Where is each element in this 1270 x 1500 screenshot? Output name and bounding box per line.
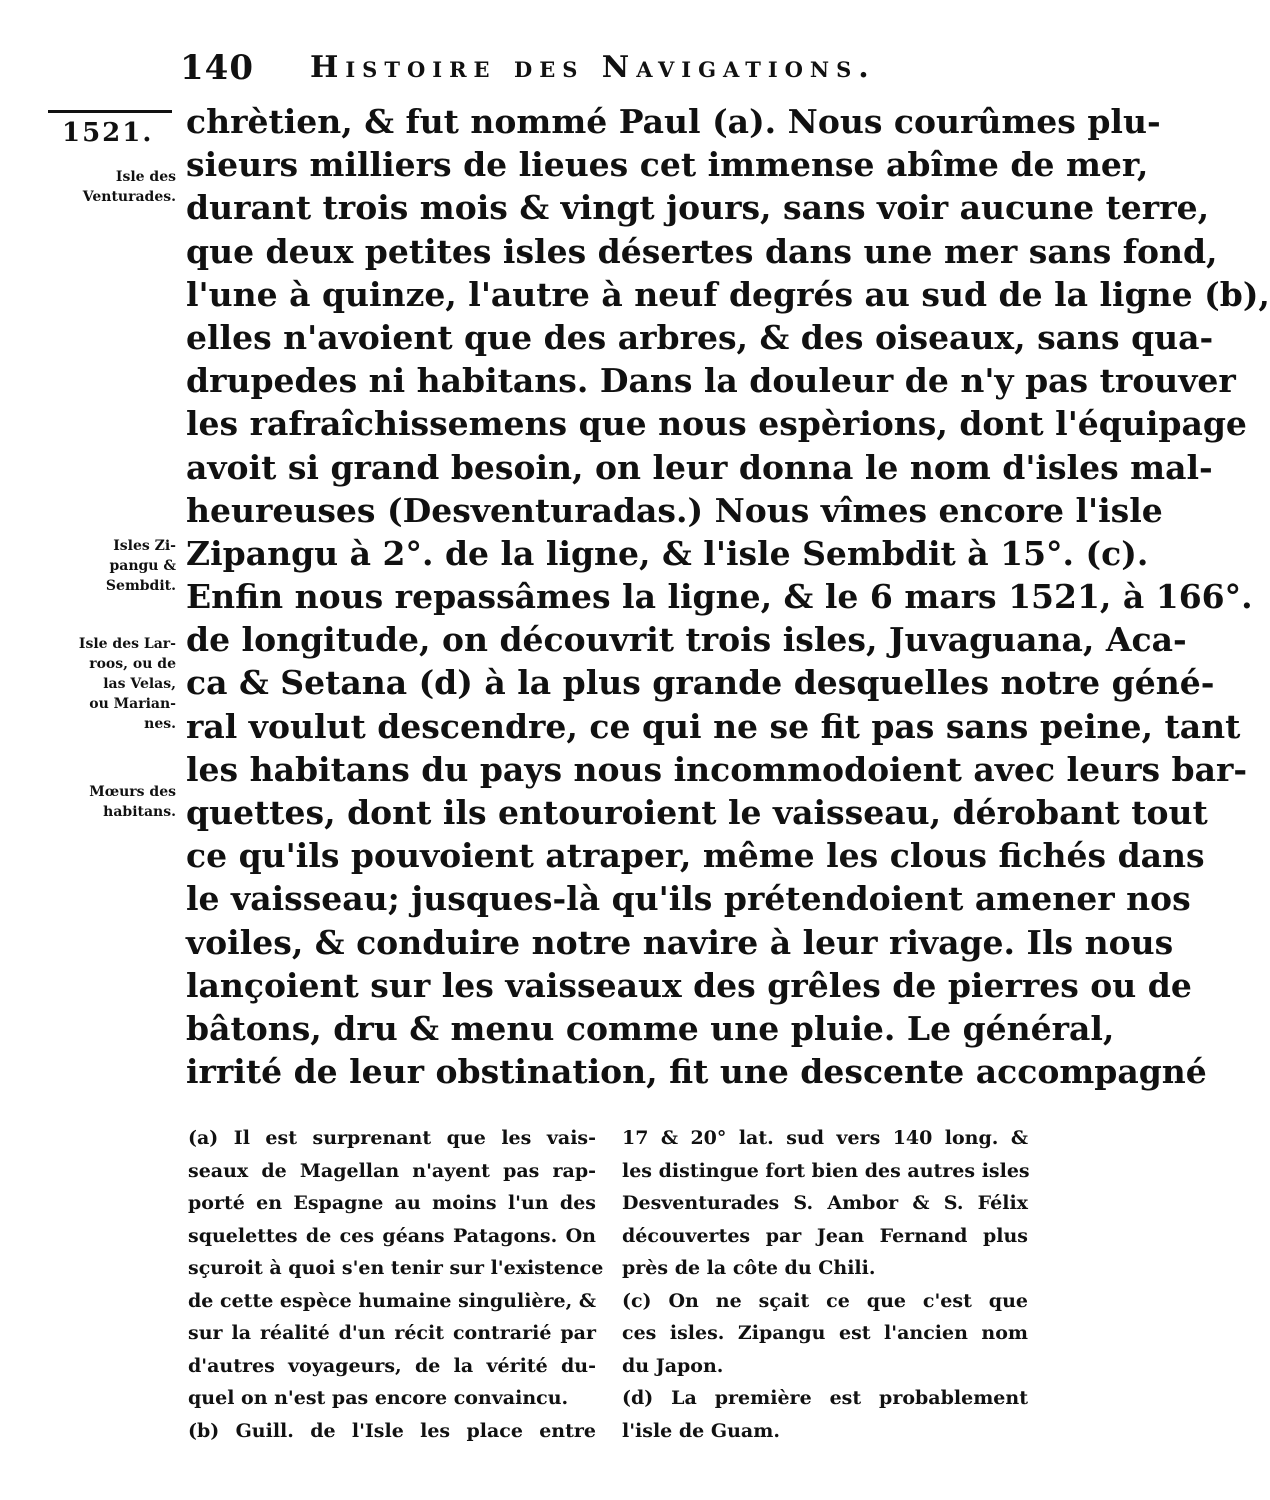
footnote-line: les distingue fort bien des autres isles [622,1159,1030,1182]
text-line: les habitans du pays nous incommodoient avec leurs bar- [186,749,1248,789]
margin-note-larroos [44,634,176,734]
text-line: drupedes ni habitans. Dans la douleur de n'y pas trouver [186,361,1236,401]
margin-rule [48,110,172,113]
footnote-line: (a) Il est surprenant que les vais- [188,1127,596,1149]
footnote-line: découvertes par Jean Fernand plus [622,1224,1028,1247]
text-line: les rafraîchissemens que nous espèrions, dont l'équipage [186,404,1247,444]
margin-note-venturades [44,167,176,207]
footnote-line: Desventurades S. Ambor & S. Félix [622,1192,1028,1214]
margin-note-line: las Velas, [103,676,176,692]
margin-note-line: roos, ou de [89,656,176,672]
margin-note-line: pangu & [109,558,176,574]
text-line: avoit si grand besoin, on leur donna le nom d'isles mal- [186,447,1213,487]
text-line: irrité de leur obstination, fit une descente accompagné [186,1052,1207,1092]
text-line: voiles, & conduire notre navire à leur rivage. Ils nous [186,922,1174,962]
text-line: elles n'avoient que des arbres, & des oiseaux, sans qua- [186,317,1214,357]
margin-note-line: Isle des [115,169,176,185]
footnote-line: du Japon. [622,1354,724,1377]
running-title: Histoire des Navigations. [310,50,876,85]
footnote-line: près de la côte du Chili. [622,1257,876,1279]
text-line: Zipangu à 2°. de la ligne, & l'isle Sembdit à 15°. (c). [186,533,1149,573]
text-line: chrètien, & fut nommé Paul (a). Nous courûmes plu- [186,102,1161,141]
text-line: ce qu'ils pouvoient atraper, même les clous fichés dans [186,836,1205,876]
footnote-line: d'autres voyageurs, de la vérité du- [188,1354,596,1377]
text-line: quettes, dont ils entouroient le vaisseau, dérobant tout [186,793,1208,832]
margin-note-moeurs [44,782,176,822]
footnote-line: ces isles. Zipangu est l'ancien nom [622,1322,1028,1344]
footnotes-right-column [622,1122,1028,1447]
footnotes-left-column [188,1122,604,1447]
footnote-line: sur la réalité d'un récit contrarié par [188,1322,596,1344]
page-number: 140 [180,48,254,88]
margin-year: 1521. [62,118,154,148]
text-line: heureuses (Desventuradas.) Nous vîmes encore l'isle [186,490,1163,530]
text-line: bâtons, dru & menu comme une pluie. Le général, [186,1008,1115,1048]
main-text [186,100,1270,1093]
text-line: lançoient sur les vaisseaux des grêles de pierres ou de [186,965,1192,1005]
text-line: de longitude, on découvrit trois isles, Juvaguana, Aca- [186,620,1187,660]
margin-note-line: Venturades. [82,189,176,205]
text-line: sieurs milliers de lieues cet immense abîme de mer, [186,145,1149,185]
margin-note-line: habitans. [103,804,176,820]
footnote-line: porté en Espagne au moins l'un des [188,1192,596,1214]
margin-note-line: Isles Zi- [113,538,176,554]
footnote-line: (b) Guill. de l'Isle les place entre [188,1419,596,1442]
text-line: que deux petites isles désertes dans une mer sans fond, [186,231,1218,271]
margin-note-line: nes. [144,716,176,732]
footnote-line: l'isle de Guam. [622,1419,780,1442]
footnote-line: seaux de Magellan n'ayent pas rap- [188,1159,596,1182]
text-line: durant trois mois & vingt jours, sans voir aucune terre, [186,188,1210,228]
margin-note-zipangu [44,536,176,596]
footnote-line: quel on n'est pas encore convaincu. [188,1387,569,1409]
margin-note-line: Isle des Lar- [78,636,176,652]
page-header [180,48,980,96]
footnote-line: 17 & 20° lat. sud vers 140 long. & [622,1127,1028,1149]
footnote-line: (d) La première est probablement [622,1387,1028,1409]
margin-note-line: ou Marian- [89,696,176,712]
margin-note-line: Mœurs des [89,784,176,800]
footnote-line: de cette espèce humaine singulière, & [188,1289,596,1312]
text-line: ca & Setana (d) à la plus grande desquelles notre géné- [186,663,1215,703]
margin-note-line: Sembdit. [105,578,176,594]
text-line: Enfin nous repassâmes la ligne, & le 6 mars 1521, à 166°. [186,577,1253,617]
footnote-line: squelettes de ces géans Patagons. On [188,1224,596,1247]
footnote-line: (c) On ne sçait ce que c'est que [622,1289,1028,1312]
footnote-line: sçuroit à quoi s'en tenir sur l'existence [188,1257,604,1279]
text-line: ral voulut descendre, ce qui ne se fit pas sans peine, tant [186,706,1241,746]
text-line: l'une à quinze, l'autre à neuf degrés au sud de la ligne (b), [186,274,1270,314]
text-line: le vaisseau; jusques-là qu'ils prétendoient amener nos [186,879,1191,919]
